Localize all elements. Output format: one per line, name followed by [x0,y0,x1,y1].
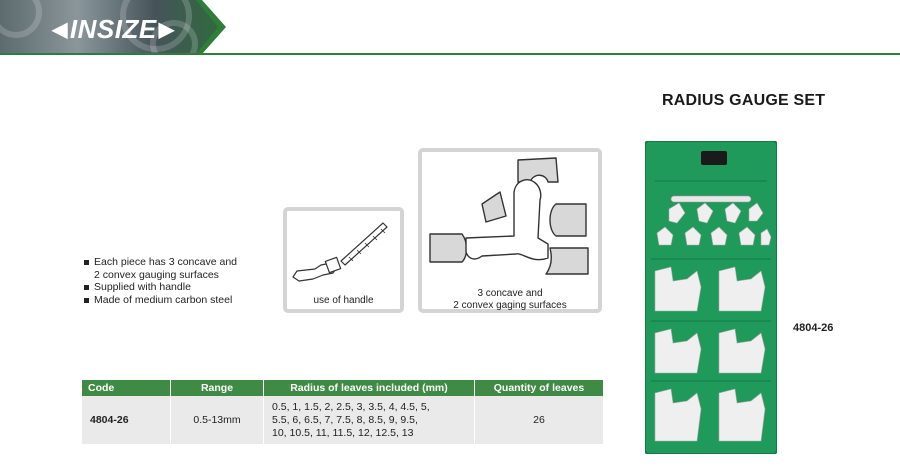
radii-line: 5.5, 6, 6.5, 7, 7.5, 8, 8.5, 9, 9.5, [272,413,418,426]
handle-usage-illustration [287,211,400,291]
surfaces-caption [422,288,598,312]
logo-arrow-left-icon: ◀ [52,19,68,41]
product-photo [645,141,777,454]
cell-radii [264,396,475,444]
column-header-range: Range [171,380,264,396]
cell-code: 4804-26 [82,396,171,444]
table-row [82,396,603,444]
feature-item: Made of medium carbon steel [82,294,237,307]
brand-logo[interactable] [50,14,177,45]
feature-list [82,256,237,306]
column-header-code: Code [82,380,171,396]
radius-gauge-set-image [645,141,777,454]
surfaces-caption-line: 3 concave and [477,288,543,299]
logo-text: INSIZE [69,14,157,44]
table-header-row [82,380,603,396]
radii-line: 10, 10.5, 11, 11.5, 12, 12.5, 13 [272,426,414,439]
gauging-surfaces-diagram [418,148,602,313]
feature-item: Supplied with handle [82,281,237,294]
page-title: RADIUS GAUGE SET [662,92,826,109]
product-code-label: 4804-26 [793,322,834,334]
feature-item: 2 convex gauging surfaces [94,268,219,281]
column-header-radius: Radius of leaves included (mm) [264,380,475,396]
feature-item: Each piece has 3 concave and [82,256,237,269]
cell-quantity: 26 [475,396,604,444]
column-header-quantity: Quantity of leaves [475,380,604,396]
radii-line: 0.5, 1, 1.5, 2, 2.5, 3, 3.5, 4, 4.5, 5, [272,400,430,413]
gauging-surfaces-illustration [422,152,598,282]
logo-arrow-right-icon: ▶ [158,19,175,41]
handle-usage-diagram [283,207,404,313]
spec-table [82,380,603,444]
header [0,0,900,56]
cell-range: 0.5-13mm [171,396,264,444]
handle-caption: use of handle [313,295,374,306]
surfaces-caption-line: 2 convex gaging surfaces [453,300,567,311]
header-divider [0,53,900,55]
